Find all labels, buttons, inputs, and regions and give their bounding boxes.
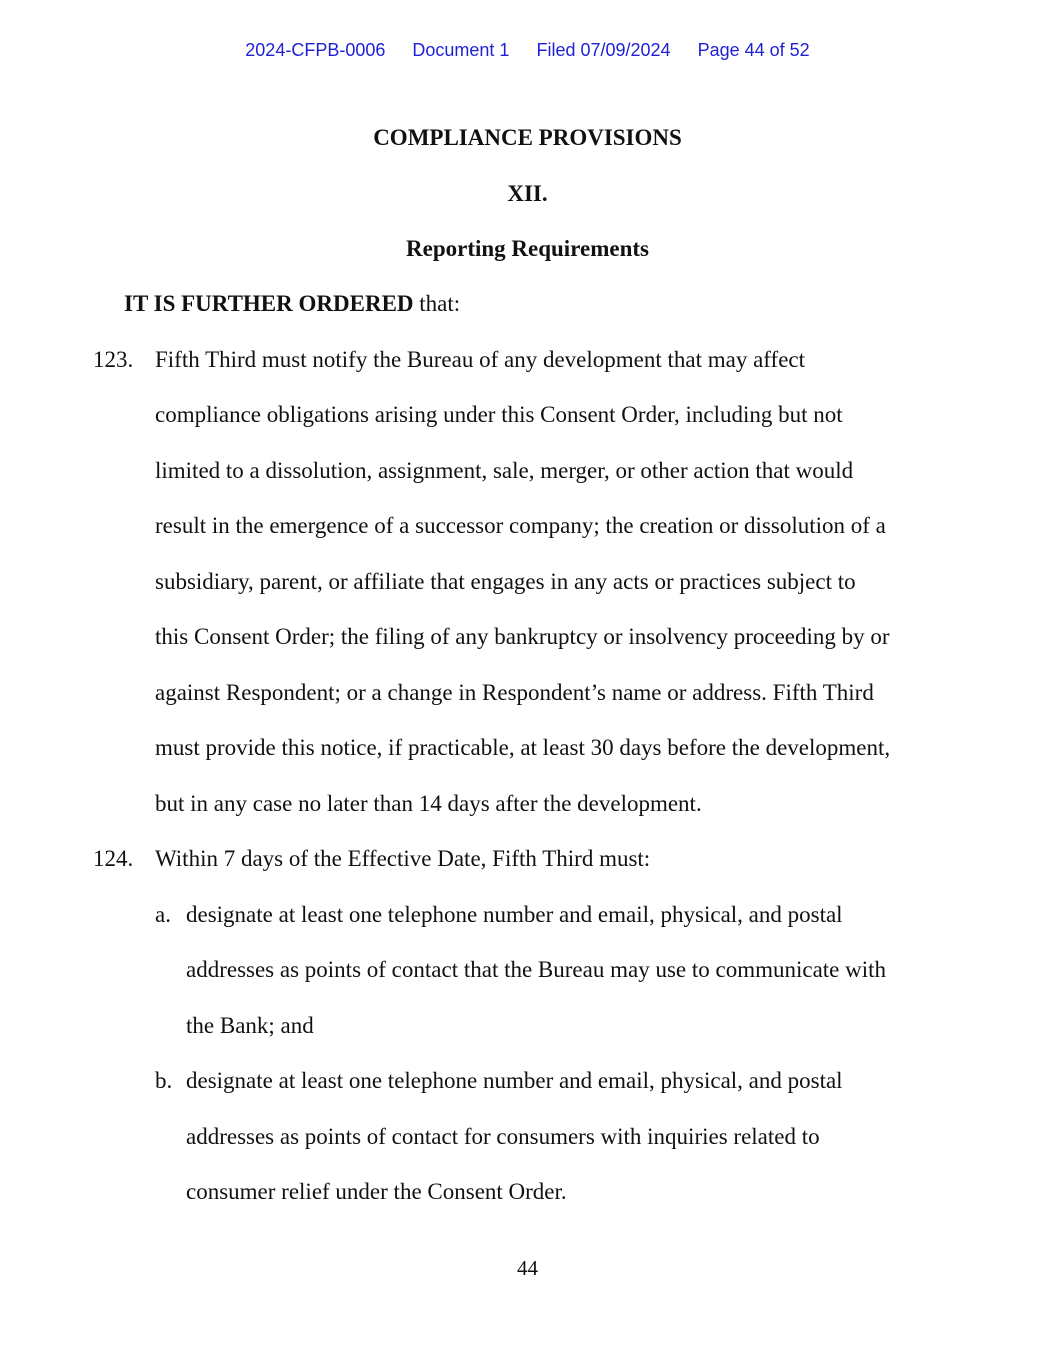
case-header	[0, 40, 1055, 61]
page-indicator: Page 44 of 52	[697, 40, 810, 60]
filed-date: Filed 07/09/2024	[536, 40, 671, 60]
paragraph-line: must provide this notice, if practicable, at least 30 days before the development,	[155, 735, 891, 760]
list-item-line: addresses as points of contact for consumers with inquiries related to	[186, 1124, 820, 1149]
list-item-letter: b.	[155, 1068, 173, 1093]
paragraph-line: subsidiary, parent, or affiliate that engages in any acts or practices subject to	[155, 569, 856, 594]
docket-number: 2024-CFPB-0006	[245, 40, 386, 60]
section-title: COMPLIANCE PROVISIONS	[373, 125, 682, 150]
order-intro	[124, 291, 460, 317]
paragraph-line: limited to a dissolution, assignment, sale, merger, or other action that would	[155, 458, 854, 483]
order-intro-rest: that:	[413, 291, 461, 316]
subsection-title: Reporting Requirements	[406, 236, 649, 261]
paragraph-line: result in the emergence of a successor company; the creation or dissolution of a	[155, 513, 886, 538]
paragraph-line: but in any case no later than 14 days after the development.	[155, 791, 702, 816]
paragraph-line: Fifth Third must notify the Bureau of any development that may affect	[155, 347, 806, 372]
list-item-letter: a.	[155, 902, 171, 927]
document-number: Document 1	[412, 40, 510, 60]
list-item-line: designate at least one telephone number and email, physical, and postal	[186, 902, 843, 927]
section-number: XII.	[507, 181, 548, 206]
paragraph-line: against Respondent; or a change in Respondent’s name or address. Fifth Third	[155, 680, 874, 705]
list-item-line: the Bank; and	[186, 1013, 314, 1038]
page-number: 44	[517, 1256, 538, 1280]
list-item-line: consumer relief under the Consent Order.	[186, 1179, 567, 1204]
paragraph-number: 123.	[93, 347, 134, 372]
order-intro-bold: IT IS FURTHER ORDERED	[124, 291, 414, 316]
list-item-line: designate at least one telephone number and email, physical, and postal	[186, 1068, 843, 1093]
paragraph-line: this Consent Order; the filing of any bankruptcy or insolvency proceeding by or	[155, 624, 890, 649]
list-item-line: addresses as points of contact that the Bureau may use to communicate with	[186, 957, 887, 982]
paragraph-line: compliance obligations arising under this Consent Order, including but not	[155, 402, 843, 427]
paragraph-number: 124.	[93, 846, 134, 871]
paragraph-line: Within 7 days of the Effective Date, Fifth Third must:	[155, 846, 651, 871]
